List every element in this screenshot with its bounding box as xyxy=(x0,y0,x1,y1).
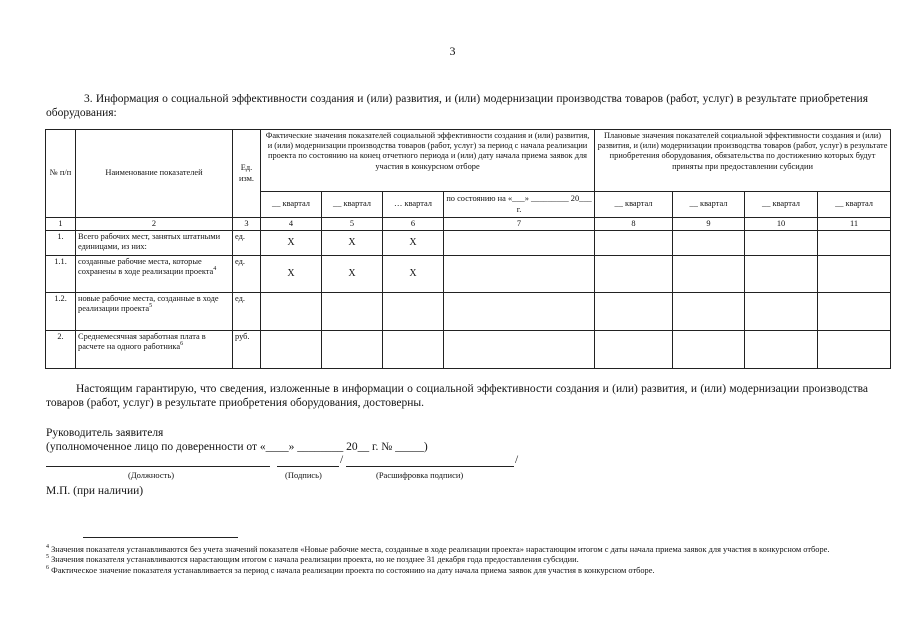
column-number: 8 xyxy=(595,218,673,231)
column-number: 11 xyxy=(818,218,891,231)
page-number: 3 xyxy=(449,44,456,58)
cell-value xyxy=(383,331,444,369)
cell-value xyxy=(673,293,745,331)
cell-value xyxy=(745,293,818,331)
signature-separator: / xyxy=(515,454,519,466)
row-num: 1. xyxy=(46,231,76,256)
cell-value xyxy=(444,293,595,331)
social-efficiency-table xyxy=(45,129,891,369)
row-name: Среднемесячная заработная плата в расчете на одного работника$^6$ xyxy=(76,331,233,369)
cell-value xyxy=(818,231,891,256)
cell-value xyxy=(818,293,891,331)
table-row xyxy=(46,293,891,331)
header-plan-group: Плановые значения показателей социальной эффективности создания и (или) развития, и (или) модернизации производства товаров (работ, услуг) в результате приобретения оборудования, обязательства по достижению которых будут приняты при предоставлении субсидии xyxy=(595,130,891,192)
column-number: 3 xyxy=(233,218,261,231)
cell-value xyxy=(595,231,673,256)
table-row xyxy=(46,331,891,369)
section-heading-text: 3. Информация о социальной эффективности создания и (или) развития, и (или) модернизации производства товаров (работ, услуг) в результате приобретения оборудования: xyxy=(46,93,868,119)
cell-value xyxy=(383,293,444,331)
footnote-ref: 5 xyxy=(149,303,153,310)
row-name: созданные рабочие места, которые сохранены в ходе реализации проекта$^4$ xyxy=(76,256,233,293)
cell-value: X xyxy=(383,231,444,256)
header-name: Наименование показателей xyxy=(76,130,233,218)
row-num: 1.1. xyxy=(46,256,76,293)
subheader-quarter: … квартал xyxy=(383,192,444,218)
footnote: $^6$ Фактическое значение показателя устанавливается за период с начала реализации проекта по состоянию на дату начала приема заявок для участия в конкурсном отборе. xyxy=(46,564,655,575)
subheader-plan-quarter: __ квартал xyxy=(818,192,891,218)
footnote: $^5$ Значения показателя устанавливаются нарастающим итогом с начала реализации проекта, но не позднее 31 декабря года предоставления субсидии. xyxy=(46,554,579,565)
column-number: 9 xyxy=(673,218,745,231)
section-heading xyxy=(46,92,868,120)
cell-value xyxy=(444,231,595,256)
cell-value xyxy=(261,331,322,369)
row-name: Всего рабочих мест, занятых штатными единицами, из них: xyxy=(76,231,233,256)
cell-value xyxy=(673,331,745,369)
cell-value xyxy=(673,256,745,293)
signature-line xyxy=(277,466,339,467)
cell-value xyxy=(673,231,745,256)
cell-value: X xyxy=(383,256,444,293)
cell-value xyxy=(745,231,818,256)
cell-value xyxy=(595,331,673,369)
subheader-state-date: по состоянию на «___» _________ 20___ г. xyxy=(444,192,595,218)
signature-title: Руководитель заявителя xyxy=(46,427,164,439)
header-fact-group: Фактические значения показателей социальной эффективности создания и (или) развития, и (или) модернизации производства товаров (работ, услуг) за период с начала реализации проекта по состоянию на конец отчетного периода и (или) дату начала приема заявок для участия в конкурсном отборе xyxy=(261,130,595,192)
column-number: 5 xyxy=(322,218,383,231)
cell-value xyxy=(444,331,595,369)
row-unit: руб. xyxy=(233,331,261,369)
table-row xyxy=(46,231,891,256)
caption-signature: (Подпись) xyxy=(285,470,322,480)
footnote-separator xyxy=(83,537,238,538)
column-number-row xyxy=(46,218,891,231)
cell-value: X xyxy=(322,256,383,293)
cell-value xyxy=(818,256,891,293)
footnote-ref: 6 xyxy=(180,341,184,348)
cell-value xyxy=(444,256,595,293)
subheader-quarter: __ квартал xyxy=(322,192,383,218)
column-number: 1 xyxy=(46,218,76,231)
guarantee-text: Настоящим гарантирую, что сведения, изложенные в информации о социальной эффективности создания и (или) развития, и (или) модернизации производства товаров (работ, услуг) в результате приобретения оборудования, достоверны. xyxy=(46,383,868,409)
cell-value xyxy=(322,331,383,369)
cell-value: X xyxy=(261,256,322,293)
signature-authorization: (уполномоченное лицо по доверенности от «____» ________ 20__ г. № _____) xyxy=(46,441,428,453)
subheader-quarter: __ квартал xyxy=(261,192,322,218)
row-num: 1.2. xyxy=(46,293,76,331)
guarantee-statement xyxy=(46,382,868,410)
row-unit: ед. xyxy=(233,256,261,293)
cell-value xyxy=(818,331,891,369)
subheader-plan-quarter: __ квартал xyxy=(745,192,818,218)
footnote-ref: 4 xyxy=(213,266,217,273)
stamp-place: М.П. (при наличии) xyxy=(46,485,144,497)
subheader-plan-quarter: __ квартал xyxy=(673,192,745,218)
position-line xyxy=(46,466,270,467)
row-unit: ед. xyxy=(233,293,261,331)
cell-value: X xyxy=(322,231,383,256)
footnote: $^4$ Значения показателя устанавливаются без учета значений показателя «Новые рабочие места, созданные в ходе реализации проекта» нарастающим итогом с даты начала приема заявок для участия в конкурсном отборе. xyxy=(46,544,830,554)
decoding-line xyxy=(346,466,514,467)
header-unit: Ед. изм. xyxy=(233,130,261,218)
cell-value xyxy=(595,256,673,293)
table-header-row xyxy=(46,130,891,192)
cell-value xyxy=(261,293,322,331)
subheader-plan-quarter: __ квартал xyxy=(595,192,673,218)
cell-value xyxy=(745,331,818,369)
column-number: 10 xyxy=(745,218,818,231)
caption-position: (Должность) xyxy=(128,470,175,480)
row-name: новые рабочие места, созданные в ходе реализации проекта$^5$ xyxy=(76,293,233,331)
cell-value: X xyxy=(261,231,322,256)
caption-decoding: (Расшифровка подписи) xyxy=(376,470,464,480)
header-num: № п/п xyxy=(46,130,76,218)
footnotes xyxy=(46,545,868,576)
signature-separator: / xyxy=(340,454,344,466)
cell-value xyxy=(745,256,818,293)
column-number: 6 xyxy=(383,218,444,231)
column-number: 2 xyxy=(76,218,233,231)
cell-value xyxy=(322,293,383,331)
row-num: 2. xyxy=(46,331,76,369)
cell-value xyxy=(595,293,673,331)
column-number: 7 xyxy=(444,218,595,231)
row-unit: ед. xyxy=(233,231,261,256)
column-number: 4 xyxy=(261,218,322,231)
table-row xyxy=(46,256,891,293)
